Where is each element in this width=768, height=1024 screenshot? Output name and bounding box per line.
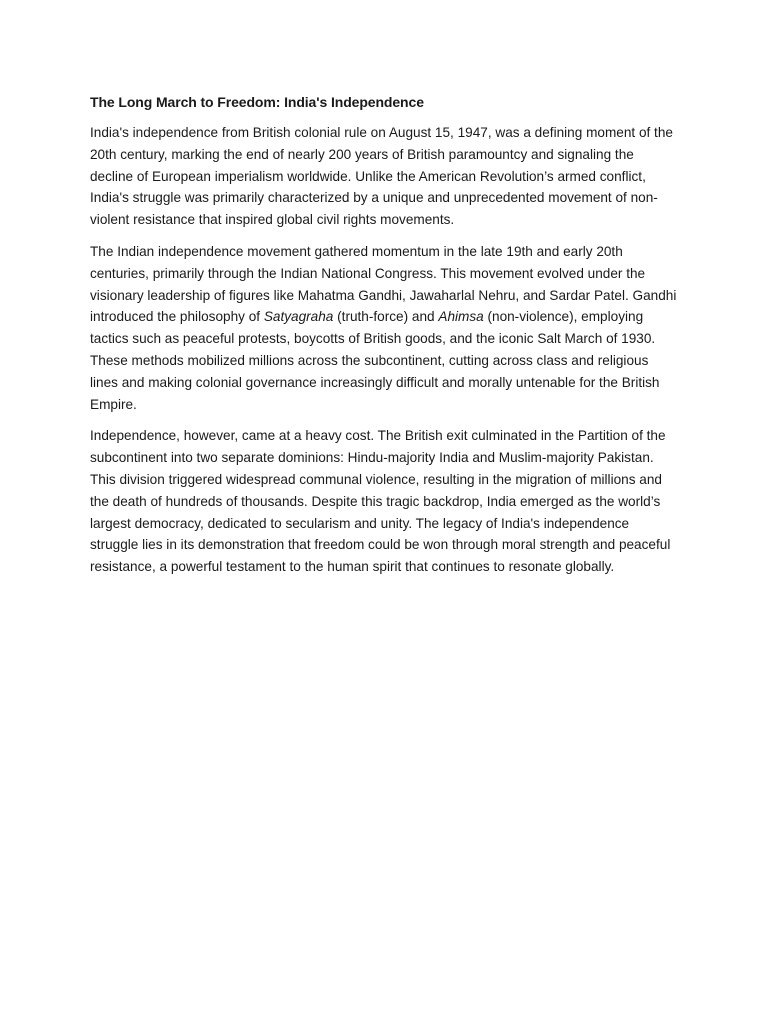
term-ahimsa: Ahimsa <box>438 309 484 325</box>
paragraph-2 <box>90 241 680 415</box>
paragraph-3-text: Independence, however, came at a heavy cost. The British exit culminated in the Partition of the subcontinent into two separate dominions: Hindu-majority India and Muslim-majority Pakistan. This division triggered widespread communal violence, resulting in the migration of millions and the death of hundreds of thousands. Despite this tragic backdrop, India emerged as the world’s largest democracy, dedicated to secularism and unity. The legacy of India's independence struggle lies in its demonstration that freedom could be won through moral strength and peaceful resistance, a powerful testament to the human spirit that continues to resonate globally. <box>90 428 671 575</box>
paragraph-2-text-middle: (truth-force) and <box>333 309 439 325</box>
document-title: The Long March to Freedom: India's Independence <box>90 94 424 110</box>
paragraph-2-text-end: (non-violence), employing tactics such as peaceful protests, boycotts of British goods, and the iconic Salt March of 1930. These methods mobilized millions across the subcontinent, cutting across class and religious lines and making colonial governance increasingly difficult and morally untenable for the British Empire. <box>90 309 660 412</box>
document-page <box>90 92 680 588</box>
paragraph-1-text: India's independence from British colonial rule on August 15, 1947, was a defining moment of the 20th century, marking the end of nearly 200 years of British paramountcy and signaling the decline of European imperialism worldwide. Unlike the American Revolution’s armed conflict, India's struggle was primarily characterized by a unique and unprecedented movement of non-violent resistance that inspired global civil rights movements. <box>90 125 673 228</box>
paragraph-2-text-start: The Indian independence movement gathered momentum in the late 19th and early 20th centuries, primarily through the Indian National Congress. This movement evolved under the visionary leadership of figures like Mahatma Gandhi, Jawaharlal Nehru, and Sardar Patel. Gandhi introduced the philosophy of <box>90 243 677 325</box>
term-satyagraha: Satyagraha <box>263 309 334 325</box>
paragraph-3 <box>90 425 680 578</box>
paragraph-1 <box>90 122 680 231</box>
